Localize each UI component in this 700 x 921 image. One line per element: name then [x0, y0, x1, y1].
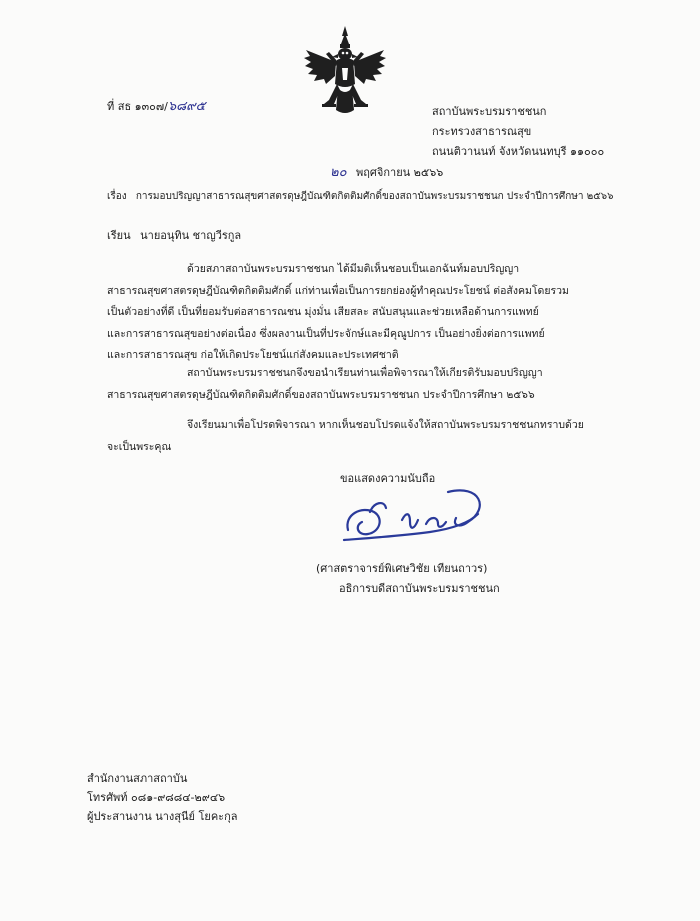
signer-name: (ศาสตราจารย์พิเศษวิชัย เทียนถาวร) [316, 562, 488, 575]
paragraph-line: สาธารณสุขศาสตรดุษฎีบัณฑิตกิตติมศักดิ์ของสถาบันพระบรมราชชนก ประจำปีการศึกษา ๒๕๖๖ [107, 388, 535, 401]
subject-label: เรื่อง [107, 191, 127, 202]
salutation-label: เรียน [107, 229, 131, 242]
paragraph-line: ด้วยสภาสถาบันพระบรมราชชนก ได้มีมติเห็นชอบเป็นเอกฉันท์มอบปริญญา [187, 263, 520, 275]
paragraph-line: จึงเรียนมาเพื่อโปรดพิจารณา หากเห็นชอบโปรดแจ้งให้สถาบันพระบรมราชชนกทราบด้วย [187, 419, 584, 431]
sender-line: สถาบันพระบรมราชชนก [432, 105, 547, 118]
salutation-name: นายอนุทิน ชาญวีรกูล [140, 229, 242, 242]
reference-label: ที่ สธ ๑๓๐๗/ [107, 100, 168, 113]
paragraph-line: เป็นตัวอย่างที่ดี เป็นที่ยอมรับต่อสาธารณชน มุ่งมั่น เสียสละ สนับสนุนและช่วยเหลือด้านการแพทย์ [107, 306, 539, 318]
footer-phone: โทรศัพท์ ๐๘๑-๙๘๘๔-๒๙๔๖ [87, 791, 226, 804]
footer-office: สำนักงานสภาสถาบัน [87, 772, 188, 785]
body-paragraph-3 [107, 415, 584, 458]
garuda-emblem-icon [302, 24, 388, 122]
reference-number [107, 100, 206, 114]
paragraph-line: สาธารณสุขศาสตรดุษฎีบัณฑิตกิตติมศักดิ์ แก่ท่านเพื่อเป็นการยกย่องผู้ทำคุณประโยชน์ ต่อสังคมโดยรวม [107, 284, 569, 297]
sender-line: กระทรวงสาธารณสุข [432, 125, 532, 138]
subject-text: การมอบปริญญาสาธารณสุขศาสตรดุษฎีบัณฑิตกิตติมศักดิ์ของสถาบันพระบรมราชชนก ประจำปีการศึกษา ๒๕๖๖ [135, 191, 614, 202]
signer-title: อธิการบดีสถาบันพระบรมราชชนก [339, 582, 500, 595]
salutation-line [107, 229, 241, 243]
paragraph-line: สถาบันพระบรมราชชนกจึงขอนำเรียนท่านเพื่อพิจารณาให้เกียรติรับมอบปริญญา [187, 367, 543, 379]
contact-footer [87, 769, 237, 826]
date-month-year: พฤศจิกายน ๒๕๖๖ [356, 166, 444, 179]
body-paragraph-2 [107, 363, 543, 406]
paragraph-line: จะเป็นพระคุณ [107, 440, 172, 453]
reference-handwritten: ๖๘๙๕ [167, 99, 206, 114]
handwritten-signature-icon [340, 478, 490, 550]
paragraph-line: และการสาธารณสุขอย่างต่อเนื่อง ซึ่งผลงานเป็นที่ประจักษ์และมีคุณูปการ เป็นอย่างยิ่งต่อการแพทย์ [107, 327, 545, 340]
body-paragraph-1 [107, 259, 569, 367]
subject-line [107, 190, 614, 204]
paragraph-line: และการสาธารณสุข ก่อให้เกิดประโยชน์แก่สังคมและประเทศชาติ [107, 349, 399, 361]
closing-phrase: ขอแสดงความนับถือ [340, 472, 436, 485]
footer-coordinator: ผู้ประสานงาน นางสุนีย์ โยคะกุล [87, 810, 238, 823]
letter-date [330, 166, 443, 180]
sender-line: ถนนติวานนท์ จังหวัดนนทบุรี ๑๑๐๐๐ [432, 145, 605, 158]
sender-address [432, 102, 604, 162]
date-day-handwritten: ๒๐ [330, 165, 347, 180]
